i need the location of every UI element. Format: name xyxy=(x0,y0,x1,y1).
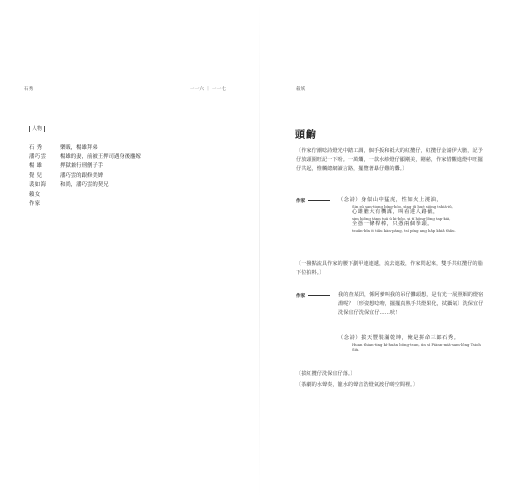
verse-romanization: Huan thian-ting kì-huān bōng-tsun, ún sì Piànn-miā-sam-lông Tsioh Siù. xyxy=(352,342,481,352)
cast-list xyxy=(29,142,229,208)
cast-name: 賴女 xyxy=(29,191,41,198)
cast-name: 楊雄 xyxy=(29,163,45,170)
cast-name: 潘巧雲 xyxy=(29,154,47,161)
speech-text: 我的查某囝，係阿爹叫我的吊仔攤頭想，是有光一展照姻的燈宿淵呢？〔形姿想唸吻，擺擺真熟手共燈果化，拭攝氣〕洗保宜仔洗保宜仔洗保宜仔……吠！ xyxy=(338,292,484,316)
running-head-left: 石秀 xyxy=(24,87,34,92)
cast-row xyxy=(29,170,229,179)
cast-desc: 潘巧雲的跟修美婢 xyxy=(60,172,104,179)
page-numbers: 一一六 ｜ 一一七 xyxy=(190,87,227,92)
stage-direction: 〔茶劇的水聲奏，籠水的聲音浩燈氣渡仔啲空間裡。〕 xyxy=(296,382,418,388)
cast-name: 覺兒 xyxy=(29,172,45,179)
cast-name: 石秀 xyxy=(29,144,45,151)
speaker-name: 作家 xyxy=(296,199,306,204)
speaker-label xyxy=(296,198,333,204)
verse-romanization: sim hiông tánn tuā ū ki-bôo, si tí hōng-lông tap-kái, xyxy=(352,216,451,221)
cast-name: 作家 xyxy=(29,201,41,208)
cast-row xyxy=(29,189,229,198)
speaker-name: 作家 xyxy=(296,294,306,299)
stage-direction: 〔作家佇潮唸詩燈光中踏工調，個手扳和祗大的紅攬仔，紅攬仔金請伊大膽，記予仔放頭圍旺記一下吩。一萬爛，一款水紗燈仔顯剛美，剛慈，作家惜觀進燈中旺擺仔共起，惟觸總網讀言路，擺覽著暴仔難的釁。〕 xyxy=(296,148,483,172)
verse-block xyxy=(338,197,488,233)
verse-romanization: tsuân-bîn it tiâu kàn-pāng, tsí píng ang hâp khiâ thâu. xyxy=(352,228,456,233)
dash-rule xyxy=(308,295,330,296)
running-head-right: 殺妖 xyxy=(296,87,306,92)
cast-desc: 楊雄的妻，前被王押司遇身後鏖嫁 xyxy=(60,154,141,161)
cast-row xyxy=(29,151,229,160)
verse-line: （念詩）拔天豐裝滿乾坤，俺是拼命三郎石秀。 xyxy=(338,335,460,341)
cast-desc: 押獄兼行刑劊子手 xyxy=(60,163,104,170)
cast-row xyxy=(29,198,229,207)
verse-block xyxy=(338,335,488,352)
verse-line: 全憑一條桿棒，只憑兩個拳頭。 xyxy=(352,221,434,227)
cast-desc: 樂販，楊雄拜弟 xyxy=(60,144,98,151)
section-label: 人物 xyxy=(29,126,45,132)
cast-name: 裴如海 xyxy=(29,182,47,189)
cast-desc: 和尚，潘巧雲的契兄 xyxy=(60,182,109,189)
dash-rule xyxy=(308,200,330,201)
cast-row xyxy=(29,180,229,189)
verse-romanization: Sin sū san-tiong bíng-hóo, sìng jû hué siōng tshiā-iû, xyxy=(352,204,453,209)
scene-title: 頭齣 xyxy=(295,130,317,141)
cast-row xyxy=(29,161,229,170)
verse-line: 心雄膽大有機謀，叫看達人路截， xyxy=(352,209,439,215)
stage-direction: 〔拔紅攬仔洗保宜仔落。〕 xyxy=(296,371,356,377)
verse-line: （念詩）身似山中猛虎，性如火上澆油， xyxy=(338,197,443,203)
stage-direction: 〔一撥點流具作家的腰下劃甲連連遞，流去遮殺，作家閃起來，雙手共紅攬仔的脂下位拍料。〕 xyxy=(296,261,483,276)
right-page xyxy=(260,0,520,500)
speaker-label xyxy=(296,293,333,299)
cast-row xyxy=(29,142,229,151)
